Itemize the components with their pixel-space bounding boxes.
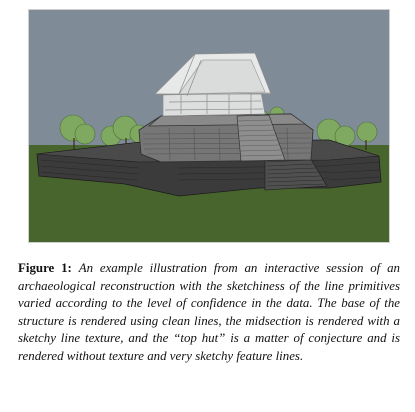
figure-caption [18, 260, 400, 366]
figure-illustration [28, 9, 390, 243]
caption-text: An example illustration from an interactive session of an archaeological reconstruction with the sketchiness of the line primitives varied according to the level of confidence in the data. The base of the structure is rendered using clean lines, the midsection is rendered with a sketchy line texture, and the “top hut” is a matter of conjecture and is rendered without texture and very sketchy feature lines. [18, 261, 400, 363]
caption-label: Figure 1: [18, 261, 72, 275]
midsection [139, 114, 313, 162]
